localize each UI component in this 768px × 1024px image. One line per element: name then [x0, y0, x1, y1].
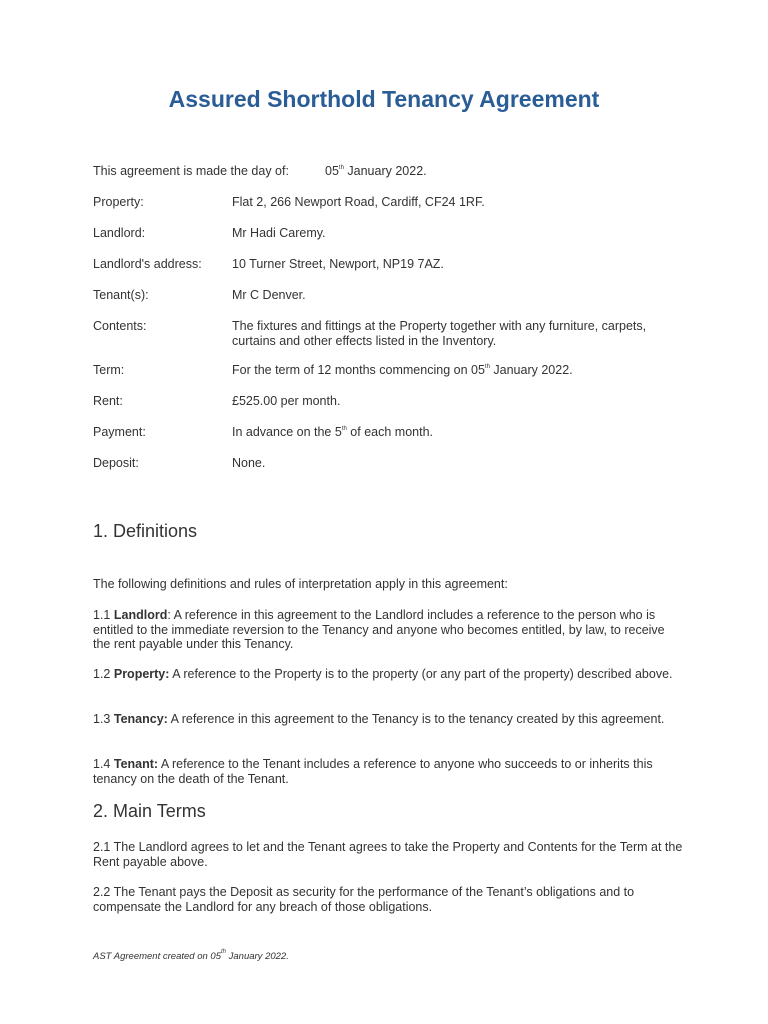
definition-term: Tenant: [113, 757, 159, 771]
definition-item-tenant [93, 757, 683, 786]
field-label: Deposit: [93, 456, 139, 470]
field-label: Payment: [93, 425, 146, 439]
definition-text: A reference to the Property is to the property (or any part of the property) described above. [169, 667, 673, 681]
definition-text: A reference to the Tenant includes a reference to anyone who succeeds to or inherits this tenancy on the death of the Tenant. [93, 757, 653, 786]
field-contents [93, 319, 693, 348]
field-term [93, 363, 693, 378]
agreement-date-suffix: th [338, 165, 344, 171]
definition-text: A reference in this agreement to the Tenancy is to the tenancy created by this agreement. [167, 712, 665, 726]
main-terms-heading: 2. Main Terms [93, 801, 206, 821]
main-term-item: 2.1 The Landlord agrees to let and the Tenant agrees to take the Property and Contents for the Term at the Rent payable above. [93, 840, 683, 869]
agreement-fields [93, 195, 693, 487]
definition-number: 1.4 [93, 757, 114, 771]
document-title: Assured Shorthold Tenancy Agreement [168, 86, 600, 112]
definition-item-tenancy [93, 712, 683, 727]
field-label: Landlord's address: [93, 257, 202, 271]
payment-text: In advance on the 5 [232, 425, 342, 439]
field-value [232, 363, 677, 378]
field-label: Term: [93, 363, 125, 377]
field-label: Tenant(s): [93, 288, 149, 302]
field-label: Rent: [93, 394, 123, 408]
term-text: For the term of 12 months commencing on 05 [232, 363, 485, 377]
definition-term: Tenancy: [113, 712, 168, 726]
payment-text-end: of each month. [346, 425, 433, 439]
field-value: 10 Turner Street, Newport, NP19 7AZ. [232, 257, 444, 271]
main-term-item: 2.2 The Tenant pays the Deposit as security for the performance of the Tenant’s obligations and to compensate the Landlord for any breach of those obligations. [93, 885, 635, 914]
footer-suffix: th [220, 949, 226, 955]
field-value: None. [232, 456, 266, 470]
definition-number: 1.1 [93, 608, 114, 622]
definitions-heading: 1. Definitions [93, 521, 198, 541]
footer-text-end: January 2022. [226, 951, 289, 962]
definition-term: Property: [113, 667, 170, 681]
field-value: The fixtures and fittings at the Property together with any furniture, carpets, curtains and other effects listed in the Inventory. [232, 319, 647, 348]
field-label: Landlord: [93, 226, 146, 240]
agreement-date-rest: January 2022. [343, 164, 427, 178]
field-label: Property: [93, 195, 144, 209]
field-rent [93, 394, 693, 409]
definition-number: 1.3 [93, 712, 114, 726]
field-landlord-address [93, 257, 693, 272]
definitions-intro: The following definitions and rules of interpretation apply in this agreement: [93, 577, 508, 591]
agreement-date-label: This agreement is made the day of: [93, 164, 289, 178]
definition-item-landlord [93, 608, 683, 652]
agreement-date-line [93, 164, 427, 178]
definition-number: 1.2 [93, 667, 114, 681]
definition-term: Landlord [113, 608, 168, 622]
field-value [232, 425, 677, 440]
footer-text: AST Agreement created on 05 [93, 951, 221, 962]
field-value: Mr C Denver. [232, 288, 306, 302]
field-value: Mr Hadi Caremy. [232, 226, 326, 240]
document-footer [93, 951, 289, 962]
definition-item-property [93, 667, 683, 682]
field-label: Contents: [93, 319, 147, 333]
field-value: £525.00 per month. [232, 394, 341, 408]
agreement-date-day: 05 [325, 164, 339, 178]
field-landlord [93, 226, 693, 241]
field-value: Flat 2, 266 Newport Road, Cardiff, CF24 1RF. [232, 195, 485, 209]
field-payment [93, 425, 693, 440]
term-suffix: th [484, 364, 490, 370]
field-tenants [93, 288, 693, 303]
field-property [93, 195, 693, 210]
definition-text: : A reference in this agreement to the Landlord includes a reference to the person who is entitled to the immediate reversion to the Tenancy and anyone who becomes entitled, by law, to receive the rent payable under this Tenancy. [93, 608, 665, 651]
term-text-end: January 2022. [489, 363, 573, 377]
payment-suffix: th [341, 426, 347, 432]
field-deposit [93, 456, 693, 471]
